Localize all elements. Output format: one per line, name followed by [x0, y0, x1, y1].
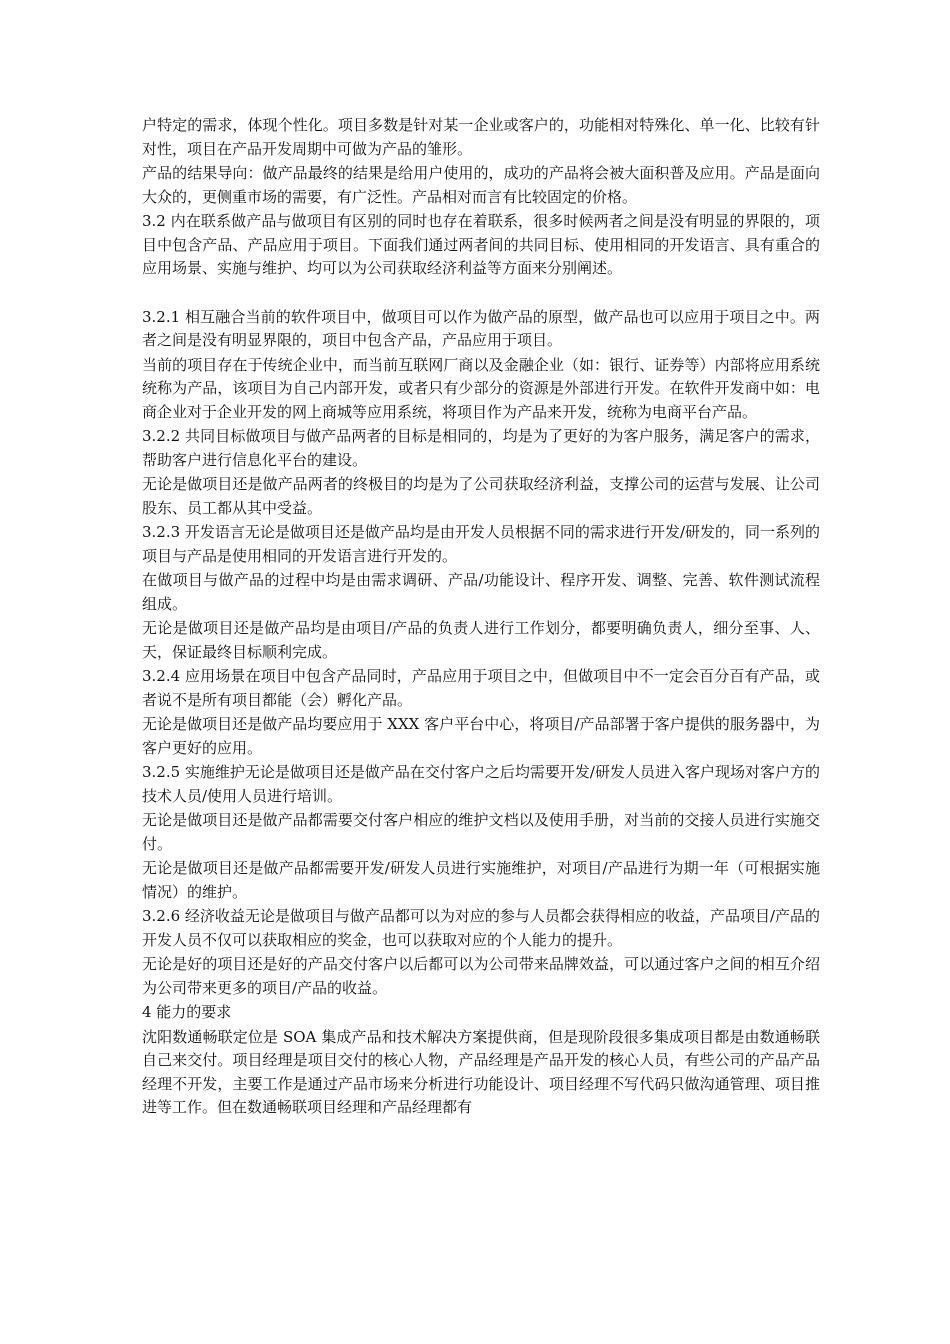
paragraph-company-positioning: 沈阳数通畅联定位是 SOA 集成产品和技术解决方案提供商，但是现阶段很多集成项目都是由数通畅联自己来交付。项目经理是项目交付的核心人物，产品经理是产品开发的核心人员，有些公司的产品产品经理不开发，主要工作是通过产品市场来分析进行功能设计、项目经理不写代码只做沟通管理、项目推进等工作。但在数通畅联项目经理和产品经理都有 — [142, 1027, 820, 1116]
section-3-2-6-revenue: 3.2.6 经济收益无论是做项目与做产品都可以为对应的参与人员都会获得相应的收益，产品项目/产品的开发人员不仅可以获取相应的奖金，也可以获取对应的个人能力的提升。 — [142, 907, 820, 949]
section-3-2-1-integration: 3.2.1 相互融合当前的软件项目中，做项目可以作为做产品的原型，做产品也可以应用于项目之中。两者之间是没有明显界限的，项目中包含产品，产品应用于项目。 — [142, 307, 820, 349]
paragraph-docs-handover: 无论是做项目还是做产品都需要交付客户相应的维护文档以及使用手册，对当前的交接人员进行实施交付。 — [142, 811, 820, 853]
section-4-heading: 4 能力的要求 — [142, 1003, 232, 1021]
paragraph-brand-benefit: 无论是好的项目还是好的产品交付客户以后都可以为公司带来品牌效益，可以通过客户之间的相互介绍为公司带来更多的项目/产品的收益。 — [142, 955, 820, 997]
section-3-2-5-maintenance: 3.2.5 实施维护无论是做项目还是做产品在交付客户之后均需要开发/研发人员进入客户现场对客户方的技术人员/使用人员进行培训。 — [142, 763, 820, 805]
paragraph-ultimate-goal: 无论是做项目还是做产品两者的终极目的均是为了公司获取经济利益，支撑公司的运营与发展、让公司股东、员工都从其中受益。 — [142, 475, 820, 517]
paragraph-responsibility: 无论是做项目还是做产品均是由项目/产品的负责人进行工作划分，都要明确负责人，细分至事、人、天，保证最终目标顺利完成。 — [142, 619, 820, 661]
paragraph-product-result: 产品的结果导向：做产品最终的结果是给用户使用的，成功的产品将会被大面积普及应用。产品是面向大众的，更侧重市场的需要，有广泛性。产品相对而言有比较固定的价格。 — [142, 164, 820, 206]
paragraph-traditional-enterprise: 当前的项目存在于传统企业中，而当前互联网厂商以及金融企业（如：银行、证券等）内部将应用系统统称为产品，该项目为自己内部开发，或者只有少部分的资源是外部进行开发。在软件开发商中如：电商企业对于企业开发的网上商城等应用系统，将项目作为产品来开发，统称为电商平台产品。 — [142, 355, 820, 421]
document-body — [142, 114, 820, 1121]
section-3-2-4-scenario: 3.2.4 应用场景在项目中包含产品同时，产品应用于项目之中，但做项目中不一定会百分百有产品，或者说不是所有项目都能（会）孵化产品。 — [142, 667, 820, 709]
section-3-2-intrinsic-link: 3.2 内在联系做产品与做项目有区别的同时也存在着联系，很多时候两者之间是没有明显的界限的，项目中包含产品、产品应用于项目。下面我们通过两者间的共同目标、使用相同的开发语言、具有重合的应用场景、实施与维护、均可以为公司获取经济利益等方面来分别阐述。 — [142, 212, 820, 277]
section-3-2-2-common-goal: 3.2.2 共同目标做项目与做产品两者的目标是相同的，均是为了更好的为客户服务，满足客户的需求，帮助客户进行信息化平台的建设。 — [142, 427, 820, 469]
blank-line — [142, 282, 820, 306]
paragraph-project-traits: 户特定的需求，体现个性化。项目多数是针对某一企业或客户的，功能相对特殊化、单一化、比较有针对性，项目在产品开发周期中可做为产品的雏形。 — [142, 116, 820, 158]
paragraph-process: 在做项目与做产品的过程中均是由需求调研、产品/功能设计、程序开发、调整、完善、软件测试流程组成。 — [142, 571, 820, 613]
section-3-2-3-dev-language: 3.2.3 开发语言无论是做项目还是做产品均是由开发人员根据不同的需求进行开发/研发的，同一系列的项目与产品是使用相同的开发语言进行开发的。 — [142, 523, 820, 565]
paragraph-deployment: 无论是做项目还是做产品均要应用于 XXX 客户平台中心，将项目/产品部署于客户提供的服务器中，为客户更好的应用。 — [142, 715, 820, 757]
paragraph-one-year-maintenance: 无论是做项目还是做产品都需要开发/研发人员进行实施维护，对项目/产品进行为期一年（可根据实施情况）的维护。 — [142, 859, 820, 901]
